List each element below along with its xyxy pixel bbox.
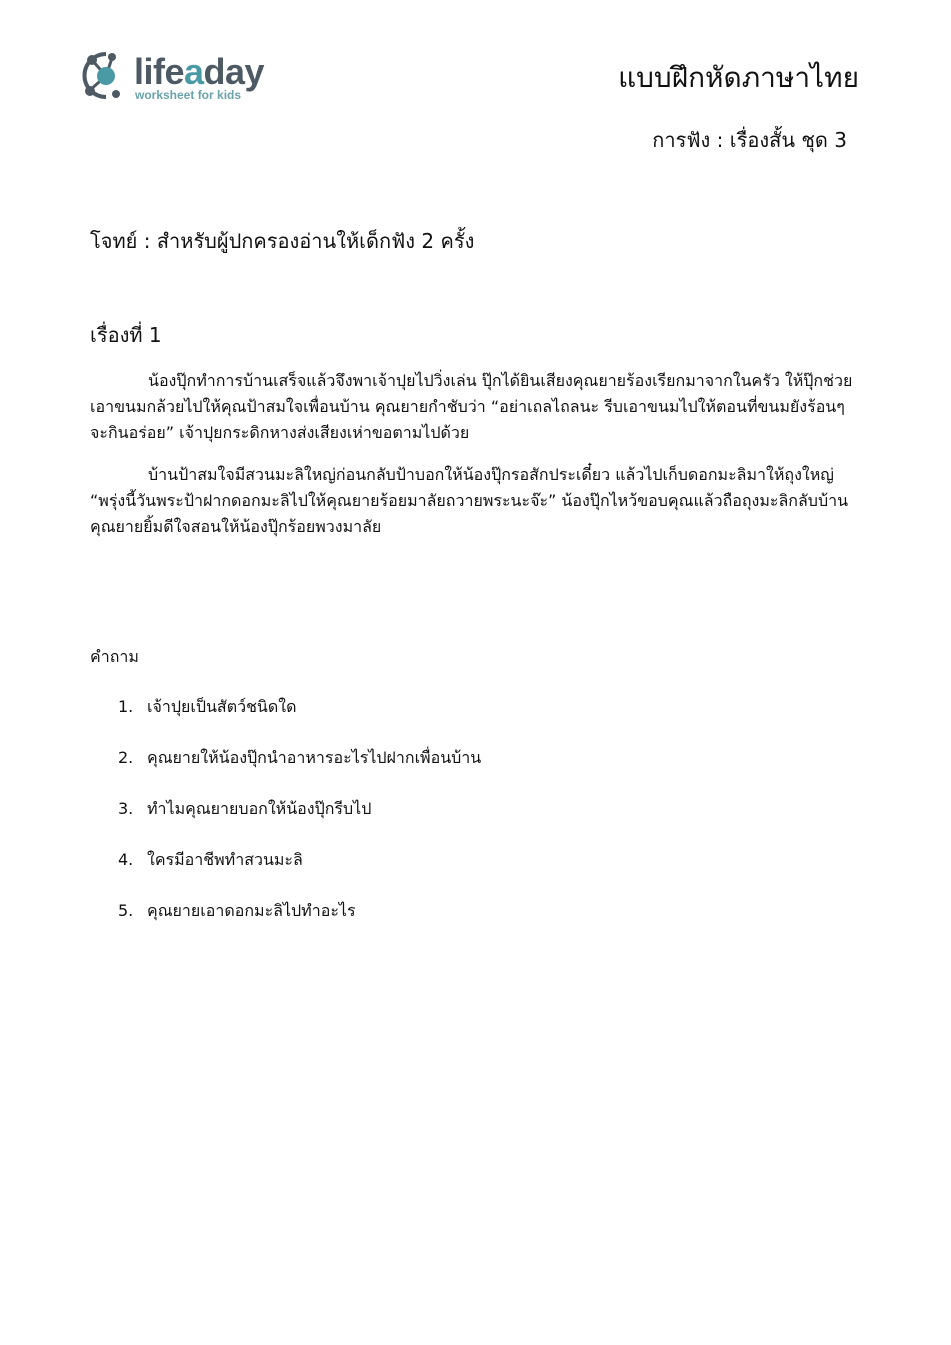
question-text: ใครมีอาชีพทำสวนมะลิ (147, 850, 303, 869)
question-item (118, 745, 481, 796)
question-item (118, 694, 481, 745)
question-number: 5. (118, 901, 134, 920)
questions-list (118, 694, 481, 949)
question-item (118, 898, 481, 949)
instruction-text: โจทย์ : สำหรับผู้ปกครองอ่านให้เด็กฟัง 2 ครั้ง (90, 229, 475, 253)
question-item (118, 796, 481, 847)
molecule-logo-icon (82, 50, 132, 102)
story-paragraph: บ้านป้าสมใจมีสวนมะลิใหญ่ก่อนกลับป้าบอกให้น้องปุ๊กรอสักประเดี๋ยว แล้วไปเก็บดอกมะลิมาให้ถุงใหญ่ “พรุ่งนี้วันพระป้าฝากดอกมะลิไปให้คุณยายร้อยมาลัยถวายพระนะจ๊ะ” น้องปุ๊กไหว้ขอบคุณแล้วถือถุงมะลิกลับบ้าน คุณยายยิ้มดีใจสอนให้น้องปุ๊กร้อยพวงมาลัย (90, 465, 849, 536)
question-number: 1. (118, 697, 134, 716)
question-number: 2. (118, 748, 134, 767)
question-text: คุณยายให้น้องปุ๊กนำอาหารอะไรไปฝากเพื่อนบ้าน (147, 748, 482, 767)
question-text: ทำไมคุณยายบอกให้น้องปุ๊กรีบไป (147, 799, 372, 818)
worksheet-subtitle: การฟัง : เรื่องสั้น ชุด 3 (652, 128, 847, 152)
questions-heading: คำถาม (90, 647, 139, 666)
story-body (90, 368, 860, 556)
question-number: 4. (118, 850, 134, 869)
story-heading: เรื่องที่ 1 (90, 323, 162, 347)
question-number: 3. (118, 799, 134, 818)
story-paragraph: น้องปุ๊กทำการบ้านเสร็จแล้วจึงพาเจ้าปุยไปวิ่งเล่น ปุ๊กได้ยินเสียงคุณยายร้องเรียกมาจากในครัว ให้ปุ๊กช่วยเอาขนมกล้วยไปให้คุณป้าสมใจเพื่อนบ้าน คุณยายกำชับว่า “อย่าเถลไถลนะ รีบเอาขนมไปให้ตอนที่ขนมยังร้อนๆจะกินอร่อย” เจ้าปุยกระดิกหางส่งเสียงเห่าขอตามไปด้วย (90, 371, 853, 442)
question-item (118, 847, 481, 898)
logo-wordmark: lifeaday (134, 51, 265, 92)
lifeaday-logo (82, 50, 282, 106)
logo-tagline: worksheet for kids (135, 88, 242, 102)
question-text: คุณยายเอาดอกมะลิไปทำอะไร (147, 901, 356, 920)
question-text: เจ้าปุยเป็นสัตว์ชนิดใด (147, 697, 297, 716)
worksheet-title: แบบฝึกหัดภาษาไทย (618, 61, 859, 94)
